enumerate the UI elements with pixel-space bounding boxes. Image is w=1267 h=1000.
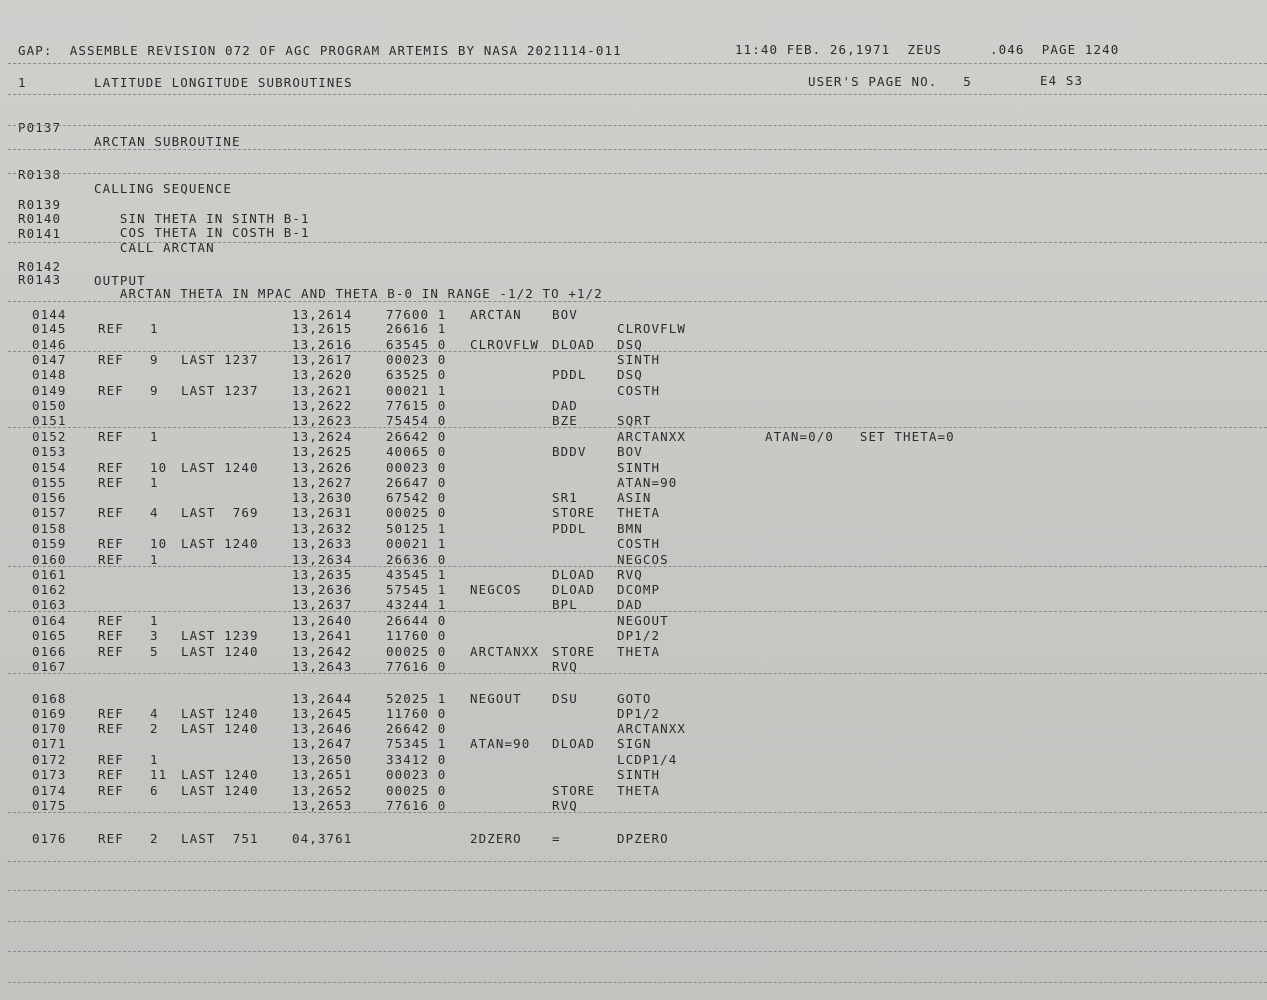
- line-number: 0174: [32, 783, 67, 798]
- operand: COSTH: [617, 383, 661, 398]
- ref-count: 1: [150, 613, 159, 628]
- remark-text: OUTPUT: [94, 273, 146, 288]
- opcode: DLOAD: [552, 736, 596, 751]
- last-ref: LAST 1240: [181, 644, 259, 659]
- octal-word: 75454 0: [386, 413, 447, 428]
- octal-word: 75345 1: [386, 736, 447, 751]
- octal-word: 00021 1: [386, 536, 447, 551]
- opcode: BOV: [552, 307, 578, 322]
- operand: ATAN=90: [617, 475, 678, 490]
- operand: ARCTANXX: [617, 429, 687, 444]
- ref-count: 4: [150, 706, 159, 721]
- line-number: 0171: [32, 736, 67, 751]
- line-number: 0164: [32, 613, 67, 628]
- line-number: 0150: [32, 398, 67, 413]
- line-number: 0159: [32, 536, 67, 551]
- octal-word: 77616 0: [386, 659, 447, 674]
- octal-word: 26616 1: [386, 321, 447, 336]
- remark-number: R0139: [18, 197, 62, 212]
- address: 13,2651: [292, 767, 353, 782]
- remark-text: ARCTAN SUBROUTINE: [94, 134, 241, 149]
- address: 13,2627: [292, 475, 353, 490]
- address: 13,2653: [292, 798, 353, 813]
- operand: LCDP1/4: [617, 752, 678, 767]
- header-rule: [8, 63, 1267, 64]
- ref-count: 1: [150, 429, 159, 444]
- blank-rule: [8, 861, 1267, 862]
- last-ref: LAST 751: [181, 831, 259, 846]
- ref-marker: REF: [98, 831, 124, 846]
- remark-rule: [8, 149, 1267, 150]
- line-number: 0144: [32, 307, 67, 322]
- address: 13,2635: [292, 567, 353, 582]
- line-number: 0154: [32, 460, 67, 475]
- address: 04,3761: [292, 831, 353, 846]
- remark-text: SIN THETA IN SINTH B-1: [94, 211, 310, 226]
- octal-word: 50125 1: [386, 521, 447, 536]
- octal-word: 33412 0: [386, 752, 447, 767]
- line-number: 0173: [32, 767, 67, 782]
- last-ref: LAST 1240: [181, 783, 259, 798]
- octal-word: 00021 1: [386, 383, 447, 398]
- last-ref: LAST 1240: [181, 767, 259, 782]
- remark-text: CALLING SEQUENCE: [94, 181, 233, 196]
- remark-rule: [8, 242, 1267, 243]
- address: 13,2632: [292, 521, 353, 536]
- subheader-code: E4 S3: [1040, 73, 1084, 88]
- address: 13,2641: [292, 628, 353, 643]
- address: 13,2617: [292, 352, 353, 367]
- ref-count: 2: [150, 721, 159, 736]
- listing-rule: [8, 812, 1267, 813]
- symbol-label: ARCTAN: [470, 307, 522, 322]
- operand: THETA: [617, 783, 661, 798]
- ref-count: 4: [150, 505, 159, 520]
- line-number: 0147: [32, 352, 67, 367]
- symbol-label: NEGOUT: [470, 691, 522, 706]
- ref-count: 1: [150, 475, 159, 490]
- ref-marker: REF: [98, 721, 124, 736]
- address: 13,2622: [292, 398, 353, 413]
- line-number: 0175: [32, 798, 67, 813]
- address: 13,2624: [292, 429, 353, 444]
- opcode: DLOAD: [552, 567, 596, 582]
- opcode: DLOAD: [552, 582, 596, 597]
- opcode: BDDV: [552, 444, 587, 459]
- remark-number: R0141: [18, 226, 62, 241]
- line-number: 0158: [32, 521, 67, 536]
- octal-word: 43545 1: [386, 567, 447, 582]
- octal-word: 77600 1: [386, 307, 447, 322]
- address: 13,2644: [292, 691, 353, 706]
- opcode: STORE: [552, 505, 596, 520]
- address: 13,2630: [292, 490, 353, 505]
- operand: DP1/2: [617, 706, 661, 721]
- octal-word: 63525 0: [386, 367, 447, 382]
- last-ref: LAST 1240: [181, 721, 259, 736]
- listing-header-page: .046 PAGE 1240: [990, 42, 1120, 57]
- ref-marker: REF: [98, 706, 124, 721]
- operand: DP1/2: [617, 628, 661, 643]
- line-number: 0160: [32, 552, 67, 567]
- octal-word: 00023 0: [386, 352, 447, 367]
- listing-rule: [8, 427, 1267, 428]
- listing-rule: [8, 673, 1267, 674]
- ref-marker: REF: [98, 752, 124, 767]
- address: 13,2625: [292, 444, 353, 459]
- address: 13,2647: [292, 736, 353, 751]
- operand: SINTH: [617, 767, 661, 782]
- line-number: 0172: [32, 752, 67, 767]
- ref-marker: REF: [98, 644, 124, 659]
- operand: DSQ: [617, 337, 643, 352]
- opcode: STORE: [552, 644, 596, 659]
- line-number: 0168: [32, 691, 67, 706]
- last-ref: LAST 1240: [181, 460, 259, 475]
- operand: ASIN: [617, 490, 652, 505]
- listing-rule: [8, 611, 1267, 612]
- remark-number: R0142: [18, 259, 62, 274]
- opcode: STORE: [552, 783, 596, 798]
- remark-text: COS THETA IN COSTH B-1: [94, 225, 310, 240]
- octal-word: 26647 0: [386, 475, 447, 490]
- octal-word: 26642 0: [386, 721, 447, 736]
- operand: CLROVFLW: [617, 321, 687, 336]
- ref-count: 1: [150, 321, 159, 336]
- line-number: 0149: [32, 383, 67, 398]
- opcode: PDDL: [552, 521, 587, 536]
- operand: RVQ: [617, 567, 643, 582]
- blank-rule: [8, 951, 1267, 952]
- address: 13,2615: [292, 321, 353, 336]
- operand: SINTH: [617, 460, 661, 475]
- address: 13,2626: [292, 460, 353, 475]
- remark-rule: [8, 125, 1267, 126]
- octal-word: 26642 0: [386, 429, 447, 444]
- line-number: 0162: [32, 582, 67, 597]
- ref-count: 2: [150, 831, 159, 846]
- line-number: 0176: [32, 831, 67, 846]
- blank-rule: [8, 921, 1267, 922]
- address: 13,2642: [292, 644, 353, 659]
- address: 13,2621: [292, 383, 353, 398]
- remark-number: R0140: [18, 211, 62, 226]
- operand: THETA: [617, 644, 661, 659]
- opcode: DSU: [552, 691, 578, 706]
- symbol-label: ARCTANXX: [470, 644, 540, 659]
- address: 13,2643: [292, 659, 353, 674]
- ref-marker: REF: [98, 552, 124, 567]
- address: 13,2620: [292, 367, 353, 382]
- symbol-label: CLROVFLW: [470, 337, 540, 352]
- ref-count: 10: [150, 536, 168, 551]
- remark-rule: [8, 301, 1267, 302]
- address: 13,2616: [292, 337, 353, 352]
- ref-marker: REF: [98, 767, 124, 782]
- users-page-number: USER'S PAGE NO. 5: [808, 74, 972, 89]
- ref-count: 6: [150, 783, 159, 798]
- octal-word: 77615 0: [386, 398, 447, 413]
- line-number: 0163: [32, 597, 67, 612]
- subheader-number: 1: [18, 75, 27, 90]
- ref-count: 1: [150, 752, 159, 767]
- opcode: SR1: [552, 490, 578, 505]
- ref-marker: REF: [98, 352, 124, 367]
- operand: DAD: [617, 597, 643, 612]
- last-ref: LAST 1240: [181, 536, 259, 551]
- ref-count: 10: [150, 460, 168, 475]
- address: 13,2636: [292, 582, 353, 597]
- blank-rule: [8, 890, 1267, 891]
- line-number: 0156: [32, 490, 67, 505]
- opcode: DAD: [552, 398, 578, 413]
- ref-count: 9: [150, 352, 159, 367]
- line-number: 0169: [32, 706, 67, 721]
- operand: NEGCOS: [617, 552, 669, 567]
- address: 13,2623: [292, 413, 353, 428]
- operand: SQRT: [617, 413, 652, 428]
- ref-marker: REF: [98, 628, 124, 643]
- line-number: 0145: [32, 321, 67, 336]
- ref-count: 3: [150, 628, 159, 643]
- line-number: 0153: [32, 444, 67, 459]
- ref-marker: REF: [98, 383, 124, 398]
- comment: ATAN=0/0 SET THETA=0: [765, 429, 955, 444]
- octal-word: 00025 0: [386, 644, 447, 659]
- operand: BMN: [617, 521, 643, 536]
- remark-text: ARCTAN THETA IN MPAC AND THETA B-0 IN RANGE -1/2 TO +1/2: [94, 286, 603, 301]
- symbol-label: ATAN=90: [470, 736, 531, 751]
- octal-word: 11760 0: [386, 706, 447, 721]
- line-number: 0165: [32, 628, 67, 643]
- address: 13,2614: [292, 307, 353, 322]
- octal-word: 26644 0: [386, 613, 447, 628]
- operand: GOTO: [617, 691, 652, 706]
- address: 13,2637: [292, 597, 353, 612]
- octal-word: 77616 0: [386, 798, 447, 813]
- subheader-title: LATITUDE LONGITUDE SUBROUTINES: [94, 75, 353, 90]
- line-number: 0151: [32, 413, 67, 428]
- remark-rule: [8, 173, 1267, 174]
- listing-header-title: GAP: ASSEMBLE REVISION 072 OF AGC PROGRAM ARTEMIS BY NASA 2021114-011: [18, 43, 622, 58]
- operand: ARCTANXX: [617, 721, 687, 736]
- octal-word: 00023 0: [386, 460, 447, 475]
- operand: DCOMP: [617, 582, 661, 597]
- line-number: 0161: [32, 567, 67, 582]
- octal-word: 52025 1: [386, 691, 447, 706]
- operand: THETA: [617, 505, 661, 520]
- opcode: DLOAD: [552, 337, 596, 352]
- ref-marker: REF: [98, 475, 124, 490]
- operand: SIGN: [617, 736, 652, 751]
- listing-header-timestamp: 11:40 FEB. 26,1971 ZEUS: [735, 42, 943, 57]
- opcode: =: [552, 831, 561, 846]
- last-ref: LAST 1240: [181, 706, 259, 721]
- opcode: BZE: [552, 413, 578, 428]
- operand: DSQ: [617, 367, 643, 382]
- ref-marker: REF: [98, 613, 124, 628]
- ref-count: 9: [150, 383, 159, 398]
- operand: NEGOUT: [617, 613, 669, 628]
- octal-word: 00025 0: [386, 505, 447, 520]
- line-number: 0146: [32, 337, 67, 352]
- address: 13,2633: [292, 536, 353, 551]
- line-number: 0148: [32, 367, 67, 382]
- operand: COSTH: [617, 536, 661, 551]
- symbol-label: NEGCOS: [470, 582, 522, 597]
- ref-count: 11: [150, 767, 168, 782]
- subheader-rule: [8, 94, 1267, 95]
- octal-word: 40065 0: [386, 444, 447, 459]
- address: 13,2631: [292, 505, 353, 520]
- address: 13,2645: [292, 706, 353, 721]
- line-number: 0152: [32, 429, 67, 444]
- ref-marker: REF: [98, 505, 124, 520]
- octal-word: 43244 1: [386, 597, 447, 612]
- opcode: BPL: [552, 597, 578, 612]
- remark-number: R0143: [18, 272, 62, 287]
- octal-word: 26636 0: [386, 552, 447, 567]
- octal-word: 63545 0: [386, 337, 447, 352]
- octal-word: 57545 1: [386, 582, 447, 597]
- octal-word: 11760 0: [386, 628, 447, 643]
- line-number: 0166: [32, 644, 67, 659]
- ref-marker: REF: [98, 783, 124, 798]
- ref-count: 1: [150, 552, 159, 567]
- last-ref: LAST 1237: [181, 352, 259, 367]
- line-number: 0167: [32, 659, 67, 674]
- symbol-label: 2DZERO: [470, 831, 522, 846]
- operand: BOV: [617, 444, 643, 459]
- ref-marker: REF: [98, 460, 124, 475]
- last-ref: LAST 769: [181, 505, 259, 520]
- remark-number: R0138: [18, 167, 62, 182]
- address: 13,2652: [292, 783, 353, 798]
- remark-text: CALL ARCTAN: [94, 240, 215, 255]
- address: 13,2634: [292, 552, 353, 567]
- line-number: 0170: [32, 721, 67, 736]
- ref-marker: REF: [98, 321, 124, 336]
- opcode: RVQ: [552, 659, 578, 674]
- remark-number: P0137: [18, 120, 62, 135]
- address: 13,2640: [292, 613, 353, 628]
- address: 13,2646: [292, 721, 353, 736]
- blank-rule: [8, 982, 1267, 983]
- octal-word: 00025 0: [386, 783, 447, 798]
- last-ref: LAST 1237: [181, 383, 259, 398]
- operand: DPZERO: [617, 831, 669, 846]
- octal-word: 00023 0: [386, 767, 447, 782]
- operand: SINTH: [617, 352, 661, 367]
- opcode: PDDL: [552, 367, 587, 382]
- line-number: 0157: [32, 505, 67, 520]
- last-ref: LAST 1239: [181, 628, 259, 643]
- line-number: 0155: [32, 475, 67, 490]
- ref-marker: REF: [98, 536, 124, 551]
- opcode: RVQ: [552, 798, 578, 813]
- ref-count: 5: [150, 644, 159, 659]
- address: 13,2650: [292, 752, 353, 767]
- octal-word: 67542 0: [386, 490, 447, 505]
- ref-marker: REF: [98, 429, 124, 444]
